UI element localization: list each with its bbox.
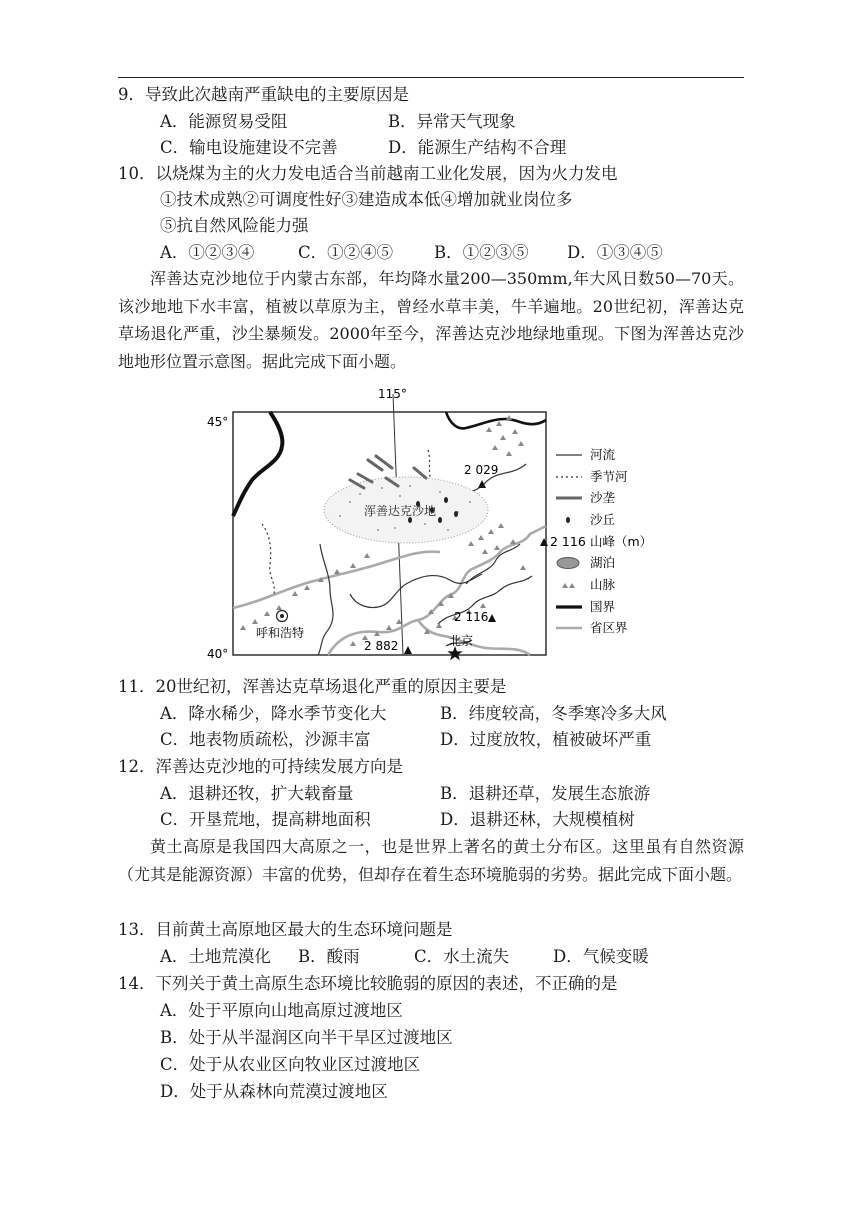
q10-option-b: B．①②③⑤ — [434, 243, 529, 262]
peak-label-2882: 2 882 — [364, 639, 399, 653]
q12-stem: 12．浑善达克沙地的可持续发展方向是 — [118, 757, 403, 776]
legend-mountain-symbol — [562, 583, 575, 588]
passage-loess-plateau: 黄土高原是我国四大高原之一，也是世界上著名的黄土分布区。这里虽有自然资源（尤其是能源资源）丰富的优势，但却存在着生态环境脆弱的劣势。据此完成下面小题。 — [118, 837, 744, 884]
q10-stem: 10．以烧煤为主的火力发电适合当前越南工业化发展，因为火力发电 — [118, 164, 618, 183]
q10-option-c: C．①②④⑤ — [298, 243, 394, 262]
legend-dune-label: 沙丘 — [590, 512, 616, 527]
legend-mountain-label: 山脉 — [590, 577, 616, 592]
q9-stem: 9．导致此次越南严重缺电的主要原因是 — [118, 85, 409, 104]
city-hohhot-label: 呼和浩特 — [256, 626, 305, 640]
q14-option-a: A．处于平原向山地高原过渡地区 — [160, 1001, 403, 1020]
q11-option-c: C．地表物质疏松，沙源丰富 — [160, 730, 371, 749]
q12-option-d: D．退耕还林，大规模植树 — [440, 810, 635, 829]
lat-top-label: 45° — [207, 415, 229, 429]
q12-option-b: B．退耕还草，发展生态旅游 — [440, 784, 651, 803]
q10-option-a: A．①②③④ — [160, 243, 255, 262]
q9-option-c: C．输电设施建设不完善 — [160, 138, 338, 157]
q9-option-d: D．能源生产结构不合理 — [388, 138, 567, 157]
q14-option-d: D．处于从森林向荒漠过渡地区 — [160, 1082, 388, 1101]
legend-border-label: 国界 — [590, 599, 616, 614]
q11-stem: 11．20世纪初，浑善达克草场退化严重的原因主要是 — [118, 677, 507, 696]
legend-province-label: 省区界 — [590, 620, 628, 635]
legend-sand-ridge-label: 沙垄 — [590, 490, 616, 505]
q13-option-a: A．土地荒漠化 — [160, 947, 271, 966]
peak-label-2116: 2 116 — [454, 610, 489, 624]
lon-label: 115° — [378, 387, 407, 401]
city-beijing-label: 北京 — [449, 634, 474, 648]
q13-stem: 13．目前黄土高原地区最大的生态环境问题是 — [118, 920, 453, 939]
q10-choices-line1: ①技术成熟②可调度性好③建造成本低④增加就业岗位多 — [160, 190, 573, 209]
peak-label-2029: 2 029 — [464, 463, 499, 477]
q14-stem: 14．下列关于黄土高原生态环境比较脆弱的原因的表述，不正确的是 — [118, 974, 618, 993]
city-hohhot-marker — [277, 611, 288, 622]
lat-bottom-label: 40° — [207, 647, 229, 661]
q9-option-b: B．异常天气现象 — [388, 112, 516, 131]
hunshandake-map — [200, 384, 660, 664]
map-legend — [540, 447, 652, 635]
q14-option-b: B．处于从半湿润区向半干旱区过渡地区 — [160, 1028, 453, 1047]
q12-option-c: C．开垦荒地，提高耕地面积 — [160, 810, 371, 829]
q9-option-a: A．能源贸易受阻 — [160, 112, 288, 131]
passage-hunshandake: 浑善达克沙地位于内蒙古东部，年均降水量200—350mm,年大风日数50—70天。该沙地地下水丰富，植被以草原为主，曾经水草丰美，牛羊遍地。20世纪初，浑善达克草场退化严重，沙尘暴频发。2000年至今，浑善达克沙地绿地重现。下图为浑善达克沙地地形位置示意图。据此完成下面小题。 — [118, 269, 744, 371]
header-rule — [118, 77, 744, 78]
legend-river-label: 河流 — [590, 447, 616, 462]
q10-option-d: D．①③④⑤ — [567, 243, 663, 262]
q11-option-a: A．降水稀少，降水季节变化大 — [160, 704, 387, 723]
legend-peak-sample: 2 116 — [550, 534, 586, 549]
legend-dune-symbol — [566, 517, 570, 523]
q11-option-d: D．过度放牧，植被破坏严重 — [440, 730, 652, 749]
q12-option-a: A．退耕还牧，扩大载畜量 — [160, 784, 354, 803]
legend-seasonal-river-label: 季节河 — [590, 469, 628, 484]
q10-choices-line2: ⑤抗自然风险能力强 — [160, 216, 309, 235]
q13-option-d: D．气候变暖 — [553, 947, 649, 966]
legend-lake-label: 湖泊 — [590, 555, 616, 570]
q14-option-c: C．处于从农业区向牧业区过渡地区 — [160, 1055, 421, 1074]
q13-option-b: B．酸雨 — [298, 947, 360, 966]
legend-lake-symbol — [557, 558, 579, 569]
legend-peak-label: 山峰（m） — [590, 534, 653, 549]
sand-label: 浑善达克沙地 — [364, 504, 437, 518]
q13-option-c: C．水土流失 — [414, 947, 510, 966]
q11-option-b: B．纬度较高，冬季寒冷多大风 — [440, 704, 667, 723]
